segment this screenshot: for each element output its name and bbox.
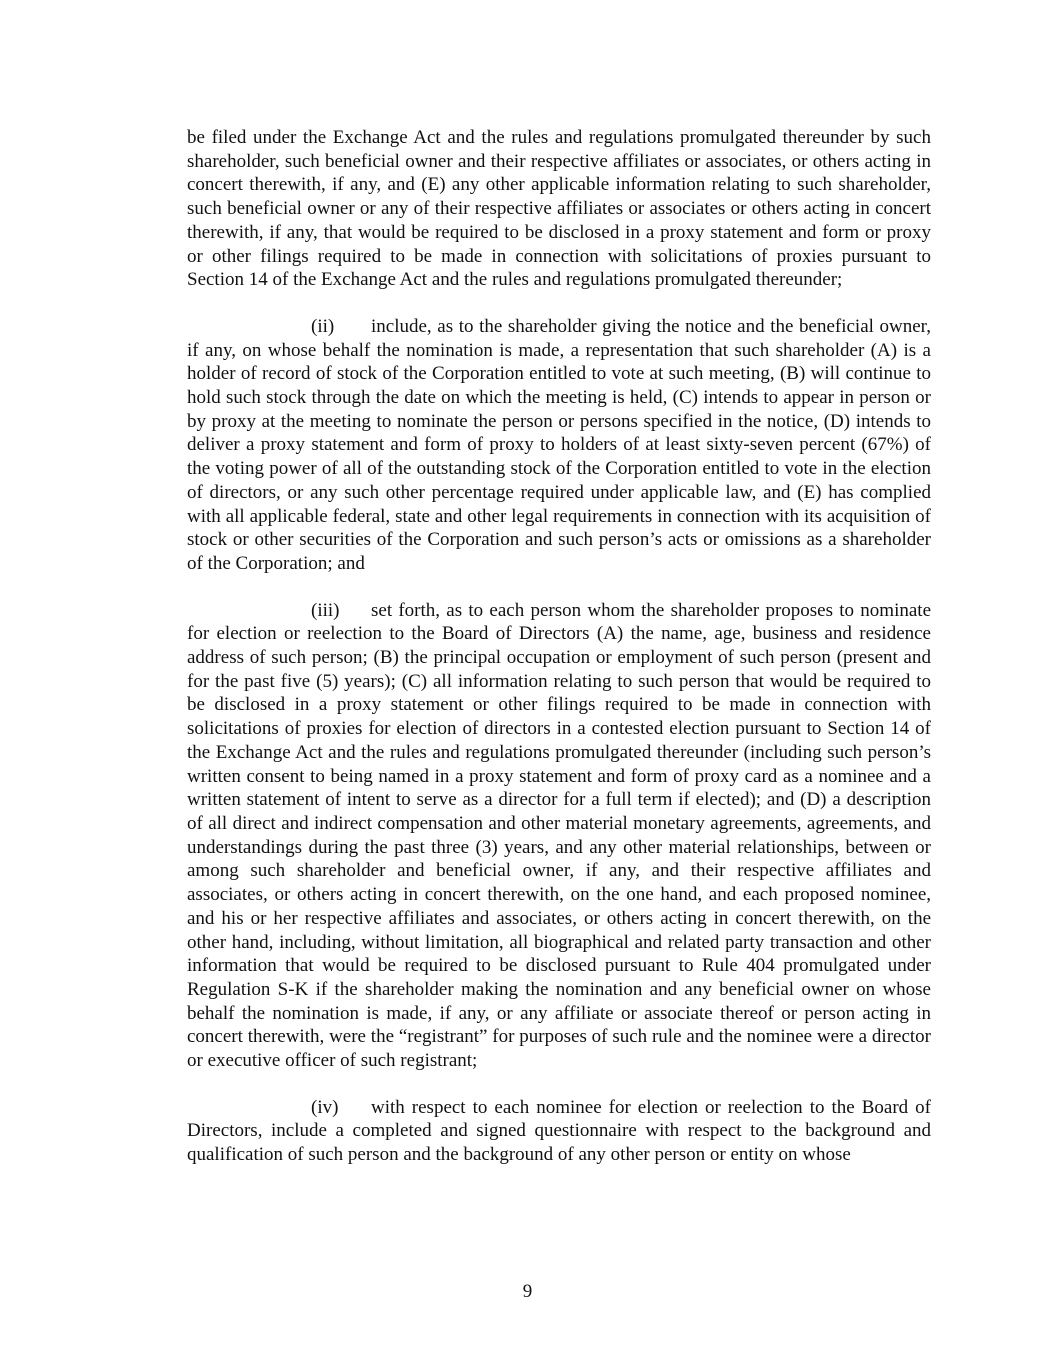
paragraph-ii [187, 315, 931, 576]
page-number: 9 [522, 1281, 533, 1302]
paragraph-text: be filed under the Exchange Act and the rules and regulations promulgated thereunder by such shareholder, such beneficial owner and their respective affiliates or associates, or others acting in concert therewith, if any, and (E) any other applicable information relating to such shareholder, such beneficial owner or any of their respective affiliates or associates or others acting in concert therewith, if any, that would be required to be disclosed in a proxy statement and form or proxy or other filings required to be made in connection with solicitations of proxies pursuant to Section 14 of the Exchange Act and the rules and regulations promulgated thereunder; [187, 127, 931, 291]
paragraph-continuation [187, 126, 931, 292]
paragraph-text: with respect to each nominee for election or reelection to the Board of Directors, include a completed and signed questionnaire with respect to the background and qualification of such person and the background of any other person or entity on whose [187, 1096, 931, 1166]
paragraph-iii [187, 599, 931, 1073]
paragraph-number: (ii) [311, 315, 335, 337]
paragraph-iv [187, 1096, 931, 1167]
paragraph-text: include, as to the shareholder giving the notice and the beneficial owner, if any, on whose behalf the nomination is made, a representation that such shareholder (A) is a holder of record of stock of the Corporation entitled to vote at such meeting, (B) will continue to hold such stock through the date on which the meeting is held, (C) intends to appear in person or by proxy at the meeting to nominate the person or persons specified in the notice, (D) intends to deliver a proxy statement and form of proxy to holders of at least sixty-seven percent (67%) of the voting power of all of the outstanding stock of the Corporation entitled to vote in the election of directors, or any such other percentage required under applicable law, and (E) has complied with all applicable federal, state and other legal requirements in connection with its acquisition of stock or other securities of the Corporation and such person’s acts or omissions as a shareholder of the Corporation; and [187, 315, 931, 574]
paragraph-number: (iii) [311, 599, 340, 621]
paragraph-number: (iv) [311, 1096, 339, 1118]
body-text [187, 126, 931, 1190]
paragraph-text: set forth, as to each person whom the shareholder proposes to nominate for election or reelection to the Board of Directors (A) the name, age, business and residence address of such person; (B) the principal occupation or employment of such person (present and for the past five (5) years); (C) all information relating to such person that would be required to be disclosed in a proxy statement or other filings required to be made in connection with solicitations of proxies for election of directors in a contested election pursuant to Section 14 of the Exchange Act and the rules and regulations promulgated thereunder (including such person’s written consent to being named in a proxy statement and form of proxy card as a nominee and a written statement of intent to serve as a director for a full term if elected); and (D) a description of all direct and indirect compensation and other material monetary agreements, agreements, and understandings during the past three (3) years, and any other material relationships, between or among such shareholder and beneficial owner, if any, and their respective affiliates and associates, or others acting in concert therewith, on the one hand, and each proposed nominee, and his or her respective affiliates and associates, or others acting in concert therewith, on the other hand, including, without limitation, all biographical and related party transaction and other information that would be required to be disclosed pursuant to Rule 404 promulgated under Regulation S-K if the shareholder making the nomination and any beneficial owner on whose behalf the nomination is made, if any, or any affiliate or associate thereof or person acting in concert therewith, were the “registrant” for purposes of such rule and the nominee were a director or executive officer of such registrant; [187, 599, 931, 1072]
